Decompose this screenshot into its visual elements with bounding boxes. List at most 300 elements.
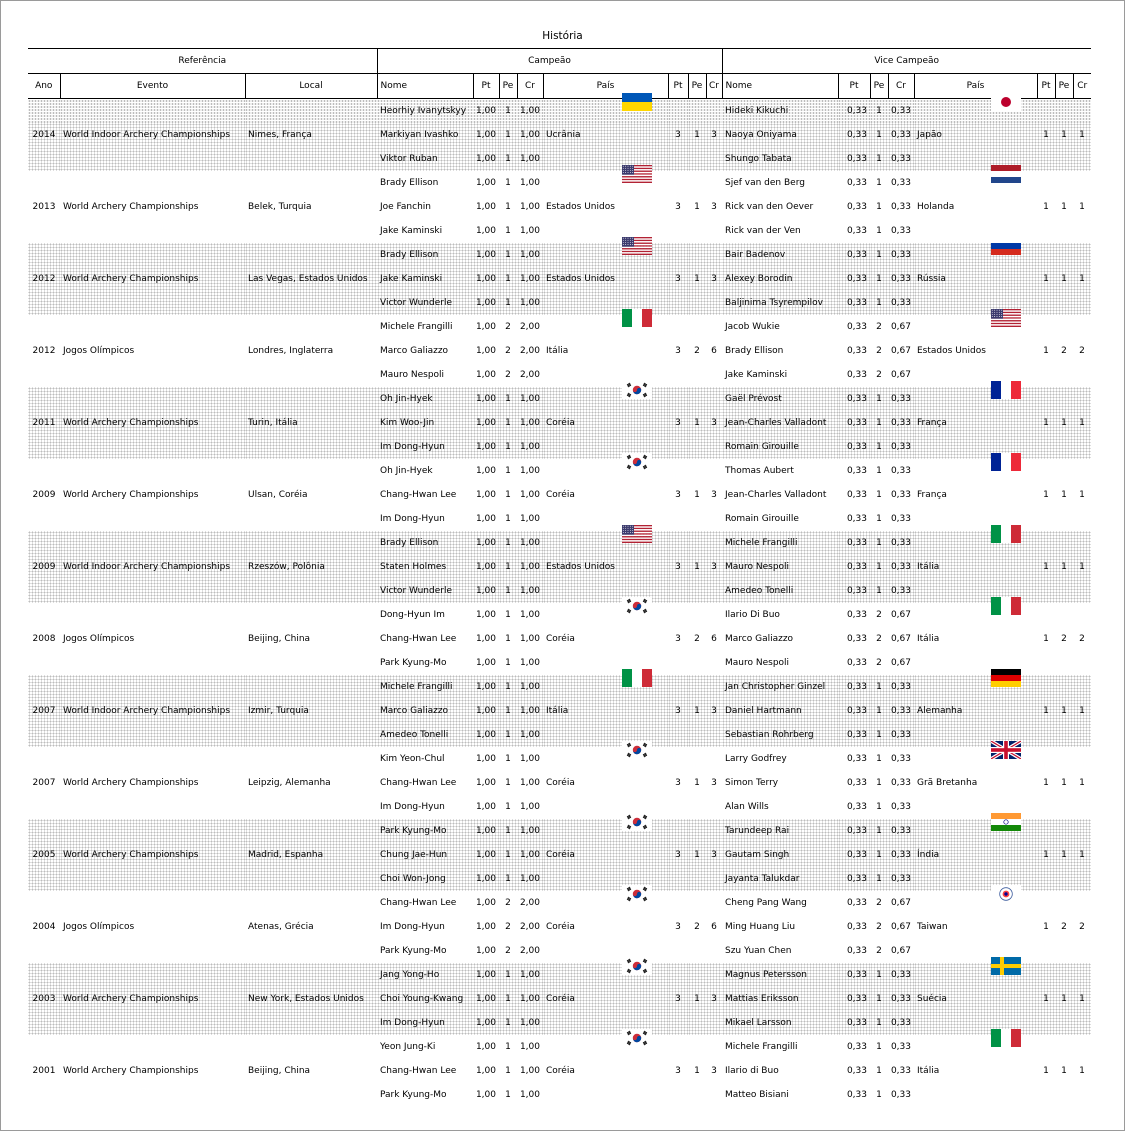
event-cell	[60, 459, 245, 483]
vice-athlete-pe: 1	[876, 466, 882, 476]
vice-total-cr	[1073, 507, 1091, 531]
vice-total-pt	[1037, 1083, 1055, 1107]
champ-total-pt	[668, 603, 688, 627]
vice-country-cell	[914, 1059, 1037, 1083]
korea-flag-icon	[622, 741, 652, 759]
vice-total-cr: 1	[1079, 1066, 1085, 1076]
table-row	[28, 795, 1091, 819]
champ-athlete-name: Oh Jin-Hyek	[377, 387, 473, 411]
champ-country-name: Coréia	[546, 778, 575, 788]
vice-total-pt	[1037, 459, 1055, 483]
vice-athlete-pt: 0,33	[846, 634, 867, 644]
vice-athlete-pe: 1	[870, 1011, 888, 1035]
location-cell: Leipzig, Alemanha	[248, 778, 331, 788]
event-cell	[60, 435, 245, 459]
vice-total-pe: 1	[1055, 987, 1073, 1011]
champ-country-cell	[543, 1059, 668, 1083]
col-header-champ-cr: Cr	[517, 74, 543, 99]
champ-total-cr	[706, 219, 722, 243]
champ-country-name: Estados Unidos	[546, 562, 615, 572]
champ-athlete-pt: 1,00	[473, 531, 499, 555]
col-header-evento: Evento	[60, 74, 245, 99]
vice-athlete-pe: 1	[876, 514, 882, 524]
location-cell	[245, 171, 377, 195]
vice-athlete-cr: 0,67	[890, 346, 911, 356]
champ-athlete-pe: 1	[499, 123, 517, 147]
event-cell	[60, 315, 245, 339]
vice-country-cell	[914, 483, 1037, 507]
table-row	[28, 555, 1091, 579]
vice-country-cell	[914, 243, 1037, 267]
year-cell: 2008	[32, 634, 56, 644]
vice-athlete-cr: 0,67	[890, 322, 911, 332]
vice-athlete-pt: 0,33	[846, 202, 867, 212]
vice-athlete-cr: 0,33	[890, 1090, 911, 1100]
champ-country-cell	[543, 123, 668, 147]
champ-athlete-cr: 1,00	[517, 987, 543, 1011]
italy-flag-icon	[622, 669, 652, 687]
vice-total-pe	[1055, 507, 1073, 531]
champ-total-cr	[706, 171, 722, 195]
vice-athlete-pt: 0,33	[846, 922, 867, 932]
vice-athlete-cr: 0,33	[888, 531, 914, 555]
champ-total-cr	[706, 603, 722, 627]
vice-total-pt	[1037, 747, 1055, 771]
event-cell	[60, 675, 245, 699]
vice-athlete-pe: 1	[870, 963, 888, 987]
table-row	[28, 579, 1091, 603]
champ-country-cell	[543, 627, 668, 651]
vice-total-pe	[1055, 867, 1073, 891]
champ-total-cr: 3	[711, 778, 717, 788]
vice-athlete-name: Jacob Wukie	[725, 322, 780, 332]
vice-total-pt: 1	[1037, 699, 1055, 723]
champ-athlete-cr: 1,00	[517, 867, 543, 891]
champ-athlete-name: Jake Kaminski	[377, 267, 473, 291]
year-cell	[28, 435, 60, 459]
vice-athlete-cr: 0,67	[890, 946, 911, 956]
table-row	[28, 483, 1091, 507]
champ-total-pt: 3	[675, 202, 681, 212]
vice-country-cell	[914, 843, 1037, 867]
location-cell	[245, 363, 377, 387]
vice-total-cr	[1073, 939, 1091, 963]
vice-total-cr: 1	[1079, 202, 1085, 212]
vice-athlete-cr: 0,33	[888, 387, 914, 411]
russia-flag-icon	[991, 237, 1021, 255]
vice-country-name: Holanda	[917, 202, 955, 212]
table-row	[28, 867, 1091, 891]
vice-total-pt: 1	[1043, 634, 1049, 644]
location-cell: Beijing, China	[248, 1066, 311, 1076]
champ-athlete-cr: 1,00	[519, 610, 540, 620]
vice-country-cell	[914, 747, 1037, 771]
champ-total-pe: 1	[688, 555, 706, 579]
vice-athlete-name: Jayanta Talukdar	[722, 867, 838, 891]
champ-athlete-cr: 1,00	[519, 514, 540, 524]
location-cell	[245, 1035, 377, 1059]
table-row	[28, 1035, 1091, 1059]
vice-total-pe: 1	[1055, 555, 1073, 579]
vice-athlete-name: Simon Terry	[725, 778, 779, 788]
vice-athlete-pt: 0,33	[846, 754, 867, 764]
champ-total-pe: 1	[688, 267, 706, 291]
champ-total-pe: 1	[688, 411, 706, 435]
table-row	[28, 123, 1091, 147]
table-row	[28, 171, 1091, 195]
champ-country-cell	[543, 339, 668, 363]
vice-total-cr: 1	[1073, 987, 1091, 1011]
vice-total-cr	[1073, 579, 1091, 603]
champ-athlete-cr: 1,00	[519, 802, 540, 812]
champ-athlete-name: Jake Kaminski	[380, 226, 443, 236]
vice-total-pt	[1037, 963, 1055, 987]
champ-country-cell	[543, 459, 668, 483]
vice-country-cell	[914, 387, 1037, 411]
champ-country-cell	[543, 411, 668, 435]
champ-total-pt: 3	[668, 555, 688, 579]
vice-athlete-pe: 2	[876, 610, 882, 620]
champ-athlete-pt: 1,00	[475, 466, 496, 476]
event-cell: World Indoor Archery Championships	[60, 555, 245, 579]
champ-athlete-name: Jang Yong-Ho	[377, 963, 473, 987]
vice-country-cell	[914, 891, 1037, 915]
location-cell	[245, 99, 377, 124]
champ-athlete-name: Park Kyung-Mo	[380, 658, 447, 668]
vice-athlete-pe: 1	[870, 843, 888, 867]
year-cell: 2014	[28, 123, 60, 147]
vice-total-pe	[1055, 891, 1073, 915]
vice-total-pt: 1	[1043, 1066, 1049, 1076]
event-cell: World Archery Championships	[60, 843, 245, 867]
event-cell: World Archery Championships	[60, 987, 245, 1011]
champ-athlete-pt: 1,00	[473, 987, 499, 1011]
group-header-reference: Referência	[28, 49, 377, 74]
location-cell: Belek, Turquia	[248, 202, 312, 212]
event-cell: World Archery Championships	[63, 490, 199, 500]
champ-athlete-pe: 1	[505, 490, 511, 500]
vice-total-pt	[1037, 435, 1055, 459]
vice-athlete-cr: 0,33	[890, 1042, 911, 1052]
vice-total-pe: 1	[1055, 267, 1073, 291]
champ-total-cr: 3	[706, 555, 722, 579]
location-cell	[245, 387, 377, 411]
champ-athlete-pe: 1	[499, 291, 517, 315]
vice-athlete-pt: 0,33	[838, 987, 870, 1011]
vice-total-cr	[1073, 291, 1091, 315]
champ-total-pe	[688, 1011, 706, 1035]
champ-total-cr	[706, 1035, 722, 1059]
vice-total-cr	[1073, 603, 1091, 627]
champ-athlete-name: Dong-Hyun Im	[380, 610, 445, 620]
champ-athlete-pe: 1	[499, 675, 517, 699]
champ-athlete-name: Choi Won-Jong	[377, 867, 473, 891]
vice-athlete-cr: 0,33	[888, 123, 914, 147]
champ-athlete-name: Marco Galiazzo	[377, 699, 473, 723]
champ-athlete-pe: 1	[499, 963, 517, 987]
champ-athlete-pt: 1,00	[475, 1090, 496, 1100]
vice-athlete-name: Shungo Tabata	[722, 147, 838, 171]
champ-athlete-name: Chang-Hwan Lee	[380, 634, 457, 644]
vice-total-cr	[1073, 315, 1091, 339]
vice-total-pe	[1055, 1035, 1073, 1059]
vice-athlete-name: Jake Kaminski	[725, 370, 788, 380]
location-cell	[245, 147, 377, 171]
vice-total-cr: 1	[1079, 778, 1085, 788]
champ-athlete-pt: 1,00	[475, 754, 496, 764]
vice-total-pt	[1037, 867, 1055, 891]
vice-total-pe	[1055, 531, 1073, 555]
champ-total-pt	[668, 747, 688, 771]
champ-total-cr: 6	[711, 922, 717, 932]
champ-total-pt	[668, 243, 688, 267]
champ-athlete-pe: 1	[505, 1090, 511, 1100]
vice-athlete-pt: 0,33	[838, 387, 870, 411]
vice-athlete-pe: 1	[870, 99, 888, 124]
vice-country-name: Itália	[917, 1066, 940, 1076]
champ-athlete-cr: 1,00	[517, 675, 543, 699]
vice-athlete-cr: 0,33	[890, 754, 911, 764]
champ-country-name: Coréia	[546, 490, 575, 500]
event-cell	[60, 819, 245, 843]
vice-total-pe	[1055, 963, 1073, 987]
year-cell	[28, 219, 60, 243]
location-cell	[245, 315, 377, 339]
vice-athlete-pe: 1	[870, 267, 888, 291]
korea-flag-icon	[622, 885, 652, 903]
col-header-vice-total-cr: Cr	[1073, 74, 1091, 99]
year-cell	[28, 747, 60, 771]
vice-athlete-pt: 0,33	[838, 243, 870, 267]
champ-total-pt	[668, 459, 688, 483]
champ-total-pt: 3	[675, 922, 681, 932]
year-cell	[28, 531, 60, 555]
vice-athlete-pt: 0,33	[838, 123, 870, 147]
champ-athlete-cr: 2,00	[519, 946, 540, 956]
table-row	[28, 771, 1091, 795]
champ-athlete-cr: 2,00	[519, 370, 540, 380]
champ-total-cr: 3	[706, 123, 722, 147]
champ-total-pe	[688, 459, 706, 483]
vice-athlete-name: Tarundeep Rai	[722, 819, 838, 843]
champ-country-cell	[543, 699, 668, 723]
vice-athlete-name: Larry Godfrey	[725, 754, 787, 764]
vice-athlete-pt: 0,33	[846, 898, 867, 908]
vice-athlete-pt: 0,33	[838, 555, 870, 579]
vice-total-pe	[1055, 1011, 1073, 1035]
vice-total-pe: 1	[1055, 843, 1073, 867]
vice-athlete-pt: 0,33	[846, 1066, 867, 1076]
event-cell	[60, 171, 245, 195]
champ-athlete-pe: 1	[499, 531, 517, 555]
table-row	[28, 939, 1091, 963]
champ-athlete-name: Park Kyung-Mo	[377, 819, 473, 843]
champ-total-cr	[706, 579, 722, 603]
event-cell: World Indoor Archery Championships	[60, 699, 245, 723]
korea-flag-icon	[622, 1029, 652, 1047]
champ-total-pe	[688, 963, 706, 987]
location-cell	[245, 867, 377, 891]
champ-total-cr	[706, 99, 722, 124]
champ-total-pe	[688, 99, 706, 124]
vice-athlete-pe: 1	[870, 819, 888, 843]
vice-total-pt	[1037, 147, 1055, 171]
vice-athlete-cr: 0,33	[888, 675, 914, 699]
location-cell: Izmir, Turquia	[245, 699, 377, 723]
vice-total-cr	[1073, 1035, 1091, 1059]
event-cell	[60, 747, 245, 771]
vice-athlete-pe: 1	[870, 699, 888, 723]
vice-athlete-pt: 0,33	[846, 466, 867, 476]
vice-athlete-cr: 0,67	[890, 658, 911, 668]
champ-athlete-cr: 1,00	[519, 202, 540, 212]
vice-total-pt: 1	[1043, 778, 1049, 788]
event-cell	[60, 867, 245, 891]
table-row	[28, 723, 1091, 747]
champ-country-cell	[543, 195, 668, 219]
champ-total-cr	[706, 147, 722, 171]
champ-total-cr: 6	[711, 634, 717, 644]
vice-country-cell	[914, 459, 1037, 483]
group-header-vice-champion: Vice Campeão	[722, 49, 1091, 74]
table-row	[28, 1083, 1091, 1107]
vice-athlete-name: Mikael Larsson	[722, 1011, 838, 1035]
vice-athlete-cr: 0,33	[890, 514, 911, 524]
champ-total-pe	[688, 531, 706, 555]
champ-athlete-name: Im Dong-Hyun	[377, 1011, 473, 1035]
vice-athlete-pe: 1	[870, 867, 888, 891]
champ-country-cell	[543, 1035, 668, 1059]
location-cell: Nimes, França	[245, 123, 377, 147]
event-cell	[60, 723, 245, 747]
champ-athlete-pe: 1	[505, 634, 511, 644]
champ-athlete-cr: 1,00	[519, 754, 540, 764]
vice-total-pe: 2	[1061, 346, 1067, 356]
vice-athlete-name: Szu Yuan Chen	[725, 946, 792, 956]
champ-athlete-pe: 1	[499, 723, 517, 747]
champ-athlete-pe: 1	[505, 1066, 511, 1076]
champ-total-pe	[688, 579, 706, 603]
champ-athlete-pt: 1,00	[473, 579, 499, 603]
champ-athlete-cr: 1,00	[519, 1090, 540, 1100]
table-row	[28, 531, 1091, 555]
vice-total-pt: 1	[1037, 123, 1055, 147]
france-flag-icon	[991, 453, 1021, 471]
event-cell	[60, 243, 245, 267]
year-cell	[28, 603, 60, 627]
champ-athlete-pe: 1	[499, 579, 517, 603]
champ-athlete-cr: 1,00	[517, 555, 543, 579]
champ-athlete-cr: 1,00	[519, 226, 540, 236]
vice-total-pt	[1037, 219, 1055, 243]
champ-total-cr: 3	[711, 1066, 717, 1076]
champ-athlete-name: Brady Ellison	[377, 243, 473, 267]
vice-total-pt	[1037, 507, 1055, 531]
vice-country-name: Índia	[917, 850, 940, 860]
vice-total-pe	[1055, 1083, 1073, 1107]
vice-country-cell	[914, 315, 1037, 339]
vice-athlete-name: Ming Huang Liu	[725, 922, 796, 932]
vice-country-cell	[914, 963, 1037, 987]
champ-athlete-pt: 1,00	[475, 1042, 496, 1052]
champ-country-cell	[543, 483, 668, 507]
vice-athlete-cr: 0,33	[890, 802, 911, 812]
event-cell	[60, 507, 245, 531]
event-cell	[60, 219, 245, 243]
vice-athlete-cr: 0,33	[888, 1011, 914, 1035]
champ-country-cell	[543, 99, 668, 124]
champ-athlete-pt: 1,00	[475, 610, 496, 620]
champ-athlete-name: Kim Woo-Jin	[377, 411, 473, 435]
champ-total-pe	[688, 387, 706, 411]
location-cell	[245, 435, 377, 459]
vice-total-pt: 1	[1037, 267, 1055, 291]
champ-athlete-pe: 1	[499, 867, 517, 891]
table-row	[28, 603, 1091, 627]
table-row	[28, 843, 1091, 867]
vice-country-name: Japão	[917, 130, 942, 140]
vice-athlete-cr: 0,33	[888, 291, 914, 315]
champ-total-cr	[706, 387, 722, 411]
champ-athlete-pt: 1,00	[473, 555, 499, 579]
champ-total-pt: 3	[675, 490, 681, 500]
event-cell	[60, 963, 245, 987]
table-row	[28, 195, 1091, 219]
vice-athlete-pt: 0,33	[846, 490, 867, 500]
vice-athlete-cr: 0,33	[888, 843, 914, 867]
champ-athlete-pe: 1	[499, 435, 517, 459]
champ-athlete-pe: 1	[505, 610, 511, 620]
table-row	[28, 147, 1091, 171]
champ-total-cr	[706, 939, 722, 963]
vice-total-pe	[1055, 795, 1073, 819]
champ-athlete-cr: 1,00	[519, 466, 540, 476]
location-cell: Atenas, Grécia	[248, 922, 314, 932]
year-cell	[28, 819, 60, 843]
event-cell: World Archery Championships	[60, 267, 245, 291]
location-cell	[245, 507, 377, 531]
champ-athlete-cr: 1,00	[517, 819, 543, 843]
champ-athlete-pt: 1,00	[475, 1066, 496, 1076]
vice-athlete-name: Mattias Eriksson	[722, 987, 838, 1011]
vice-total-pt	[1037, 315, 1055, 339]
champ-total-pe	[688, 795, 706, 819]
champ-total-cr	[706, 795, 722, 819]
champ-country-name: Coréia	[546, 1066, 575, 1076]
champ-total-pe	[688, 891, 706, 915]
year-cell	[28, 651, 60, 675]
vice-country-cell	[914, 195, 1037, 219]
col-header-champ-total-pe: Pe	[688, 74, 706, 99]
champ-athlete-pt: 1,00	[473, 867, 499, 891]
champ-total-cr	[706, 315, 722, 339]
vice-athlete-cr: 0,33	[888, 411, 914, 435]
champ-athlete-pe: 1	[505, 226, 511, 236]
location-cell	[245, 459, 377, 483]
champ-athlete-name: Im Dong-Hyun	[377, 435, 473, 459]
champ-athlete-name: Im Dong-Hyun	[380, 802, 445, 812]
vice-country-name: Grã Bretanha	[917, 778, 978, 788]
location-cell	[245, 675, 377, 699]
champ-total-pt	[668, 147, 688, 171]
champ-country-name: Itália	[546, 346, 569, 356]
year-cell	[28, 363, 60, 387]
champ-total-pe: 2	[694, 922, 700, 932]
champ-total-cr: 3	[706, 843, 722, 867]
year-cell: 2009	[28, 555, 60, 579]
year-cell	[28, 1011, 60, 1035]
year-cell: 2012	[32, 346, 56, 356]
